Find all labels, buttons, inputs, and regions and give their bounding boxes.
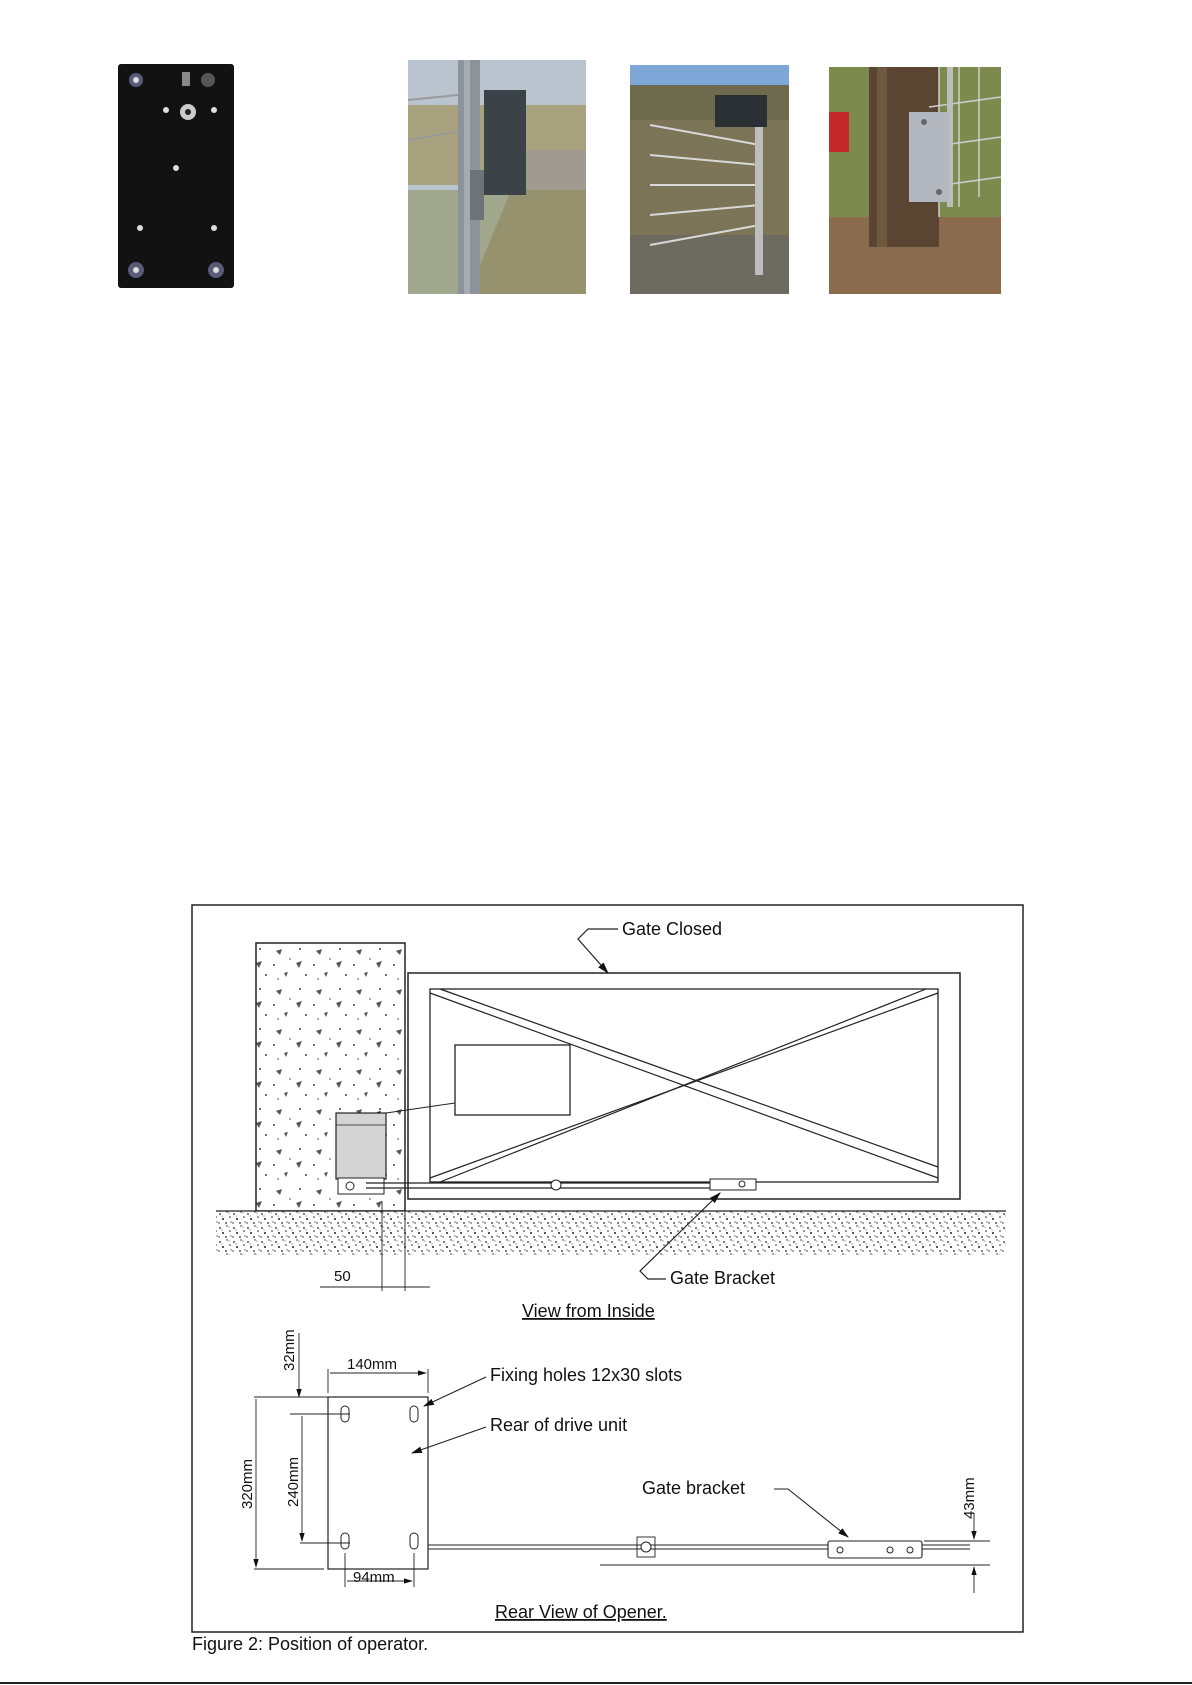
view-inside-title: View from Inside [522, 1301, 655, 1321]
mounting-plate-image [116, 62, 276, 292]
figure-drawing [190, 903, 1025, 1634]
offset-dimension: 50 [334, 1268, 351, 1285]
figure-caption: Figure 2: Position of operator. [192, 1634, 429, 1654]
gate-with-opener-image [630, 65, 789, 294]
fixing-slot [341, 1533, 349, 1549]
top-offset-dim: 32mm [281, 1329, 298, 1371]
gate-closed-label: Gate Closed [622, 919, 723, 939]
operator-unit [336, 1113, 386, 1179]
plate-on-timber-photo [829, 67, 1001, 294]
rear-view-title: Rear View of Opener. [495, 1602, 667, 1622]
fixing-holes-label: Fixing holes 12x30 slots [490, 1365, 683, 1385]
gate-with-opener-photo [630, 65, 789, 294]
hole-spacing-h-dim: 94mm [353, 1569, 395, 1586]
page-bottom-rule [0, 1682, 1192, 1684]
width-dim: 140mm [347, 1356, 398, 1373]
opener-on-post-image [408, 60, 586, 294]
operator-position-figure [190, 903, 1025, 1634]
height-dim: 320mm [239, 1458, 256, 1509]
mounting-plate-photo [116, 62, 276, 292]
gate-bracket-label: Gate Bracket [670, 1268, 776, 1288]
opener-on-post-photo [408, 60, 586, 294]
ground-gravel [216, 1211, 1006, 1255]
detail-box [455, 1045, 570, 1115]
rear-gate-bracket-label: Gate bracket [642, 1478, 746, 1498]
hole-spacing-v-dim: 240mm [285, 1456, 302, 1507]
plate-on-timber-image [829, 67, 1001, 294]
fixing-slot [410, 1406, 418, 1422]
rear-of-unit-label: Rear of drive unit [490, 1415, 628, 1435]
bracket-height-dim: 43mm [961, 1477, 978, 1519]
fixing-slot [410, 1533, 418, 1549]
